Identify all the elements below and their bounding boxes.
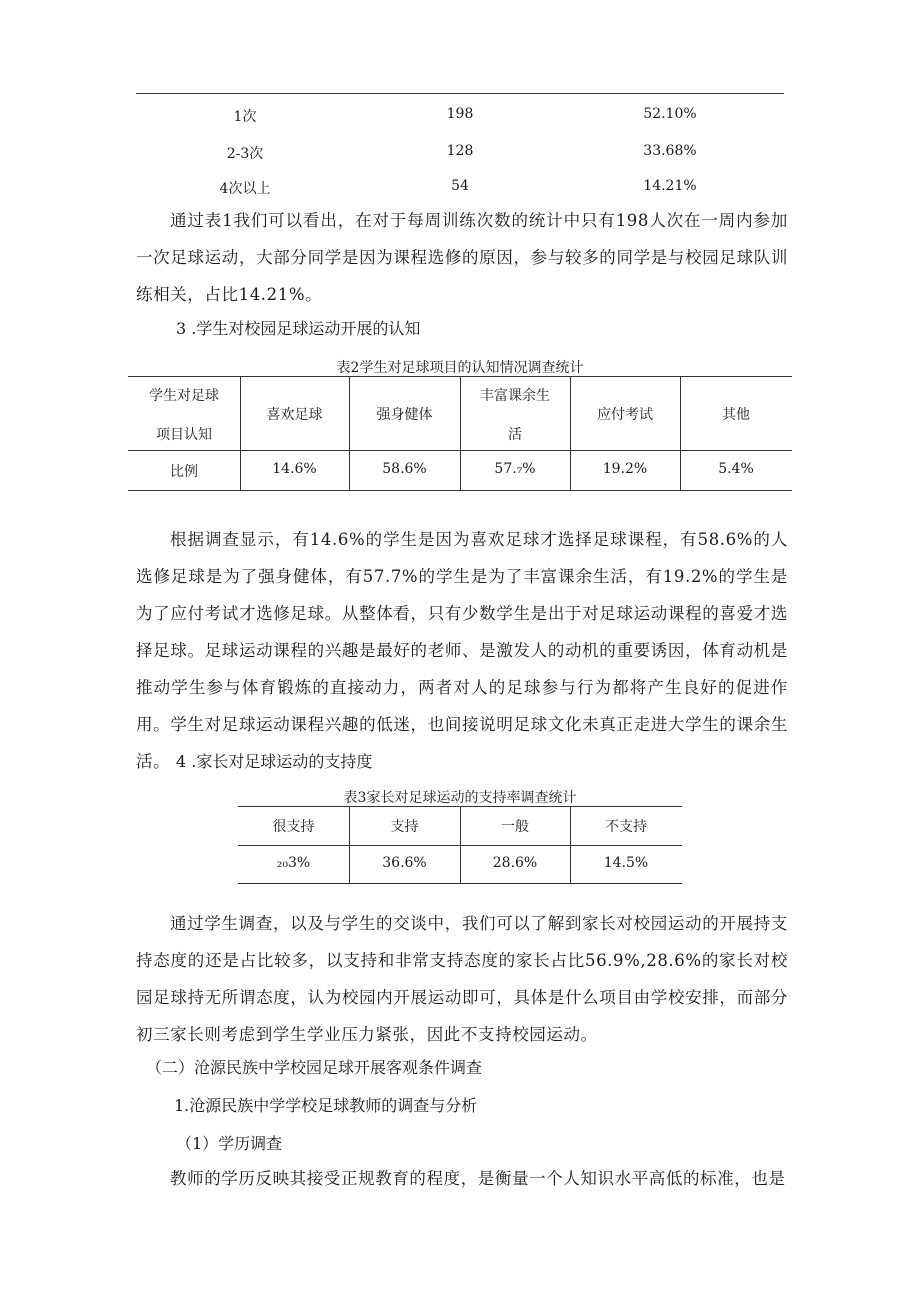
table3-value: 14.5% xyxy=(603,855,649,871)
paragraph-survey-results: 根据调查显示，有14.6%的学生是因为喜欢足球才选择足球课程，有58.6%的人选修足球是为了强身健体，有57.7%的学生是为了丰富课余生活，有19.2%的学生是为了应付考试才选修足球。从整体看，只有少数学生是出于对足球运动课程的喜爱才选择足球。足球运动课程的兴趣是最好的老师、是激发人的动机的重要诱因，体育动机是推动学生参与体育锻炼的直接动力，两者对人的足球参与行为都将产生良好的促进作用。学生对足球运动课程兴趣的低迷，也间接说明足球文化未真正走进大学生的课余生活。 xyxy=(136,530,788,771)
table2-row-label: 项目认知 xyxy=(156,427,212,443)
heading-student-cognition: 3 .学生对校园足球运动开展的认知 xyxy=(176,319,421,338)
table2-header: 强身健体 xyxy=(376,407,433,423)
table1-cell: 54 xyxy=(451,178,469,194)
table2-rule xyxy=(128,490,792,491)
table3-header: 不支持 xyxy=(605,819,647,835)
table2-caption: 表2学生对足球项目的认知情况调查统计 xyxy=(336,360,584,376)
paragraph-teacher-education: 教师的学历反映其接受正规教育的程度，是衡量一个人知识水平高低的标准，也是 xyxy=(170,1169,786,1188)
table2-value: 5.4% xyxy=(718,461,754,477)
table1-cell: 1次 xyxy=(233,109,257,125)
table3-rule xyxy=(238,883,682,884)
table1-cell: 14.21% xyxy=(643,178,697,194)
table3-caption: 表3家长对足球运动的支持率调查统计 xyxy=(343,790,577,806)
table1-cell: 33.68% xyxy=(643,143,697,159)
table2-value: 58.6% xyxy=(382,461,427,477)
paragraph-table1-analysis: 通过表1我们可以看出，在对于每周训练次数的统计中只有198人次在一周内参加一次足球运动，大部分同学是因为课程选修的原因，参与较多的同学是与校园足球队训练相关，占比14.21%。 xyxy=(136,211,788,304)
table1-cell: 198 xyxy=(446,106,474,122)
table2-row-label: 比例 xyxy=(170,464,198,480)
table1-cell: 4次以上 xyxy=(219,181,271,197)
table2-header: 喜欢足球 xyxy=(266,407,323,423)
table1-cell: 2-3次 xyxy=(226,146,264,162)
section-heading-objective-conditions: （二）沧源民族中学校园足球开展客观条件调查 xyxy=(146,1058,483,1077)
table1-cell: 52.10% xyxy=(643,106,697,122)
table3-header: 支持 xyxy=(390,819,419,835)
table3-header: 很支持 xyxy=(272,819,315,835)
table2-header: 应付考试 xyxy=(597,407,653,423)
table2-value: 57.₇% xyxy=(494,461,536,477)
subheading-education-survey: （1）学历调查 xyxy=(176,1134,283,1153)
table3-value: ₂₀3% xyxy=(276,855,311,871)
table2-header: 活 xyxy=(508,427,522,443)
table2-header: 丰富课余生 xyxy=(480,388,550,404)
table3-value: 28.6% xyxy=(492,855,538,871)
table2-value: 19.2% xyxy=(602,461,648,477)
heading-parent-support: 4 .家长对足球运动的支持度 xyxy=(176,752,373,771)
table1-top-rule xyxy=(136,93,784,94)
table2-row-label: 学生对足球 xyxy=(149,388,219,404)
table1-cell: 128 xyxy=(446,143,474,159)
table3-value: 36.6% xyxy=(382,855,427,871)
subheading-teacher-survey: 1.沧源民族中学学校足球教师的调查与分析 xyxy=(174,1096,478,1115)
table3-header: 一般 xyxy=(501,819,529,835)
table2-header: 其他 xyxy=(722,407,750,423)
paragraph-parent-analysis: 通过学生调查，以及与学生的交谈中，我们可以了解到家长对校园运动的开展持支持态度的还是占比较多，以支持和非常支持态度的家长占比56.9%,28.6%的家长对校园足球持无所谓态度，认为校园内开展运动即可，具体是什么项目由学校安排，而部分初三家长则考虑到学生学业压力紧张，因此不支持校园运动。 xyxy=(136,914,788,1044)
table2-value: 14.6% xyxy=(272,461,317,477)
